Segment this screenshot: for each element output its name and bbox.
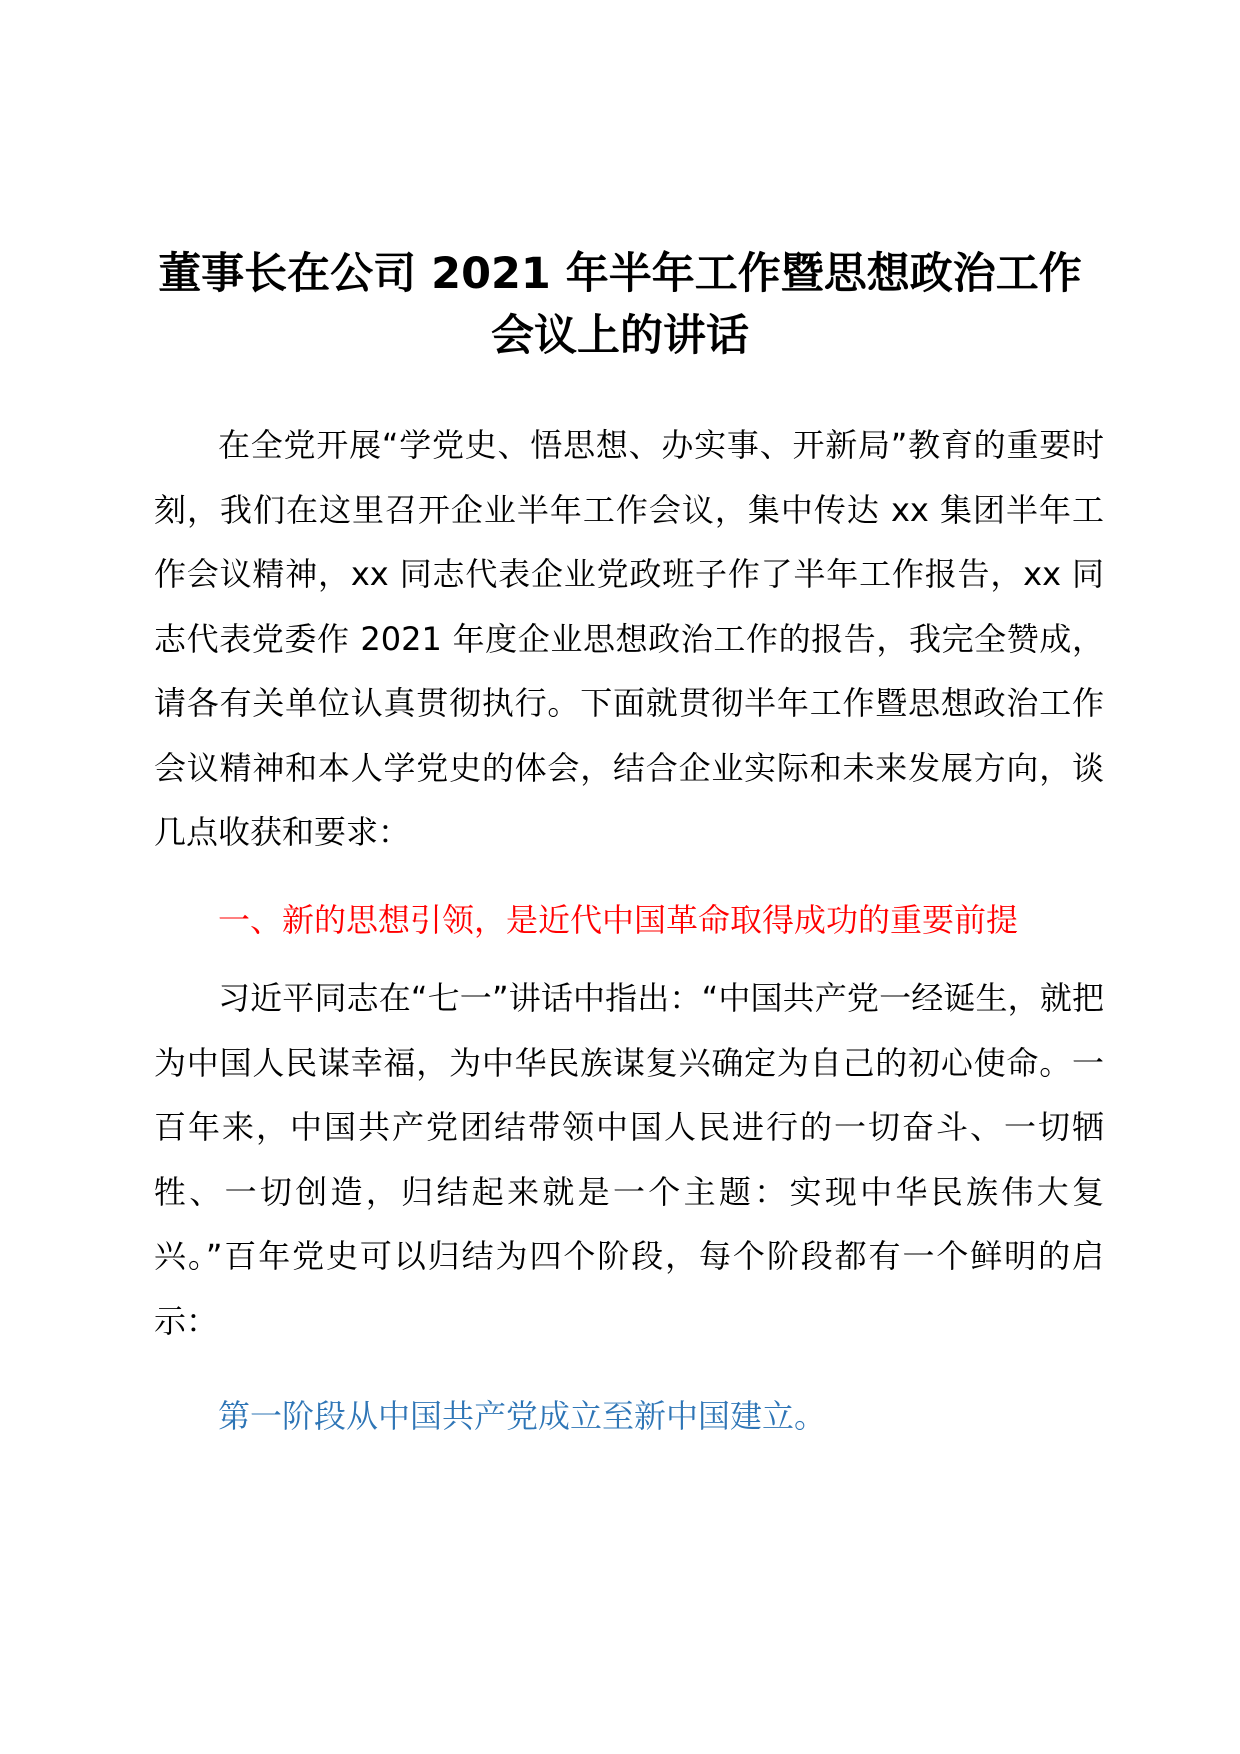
stage-subheading: 第一阶段从中国共产党成立至新中国建立。 (218, 1397, 827, 1435)
document-title: 董事长在公司 2021 年半年工作暨思想政治工作会议上的讲话 (158, 249, 1082, 361)
section-heading: 一、新的思想引领，是近代中国革命取得成功的重要前提 (218, 901, 1019, 939)
body-paragraph: 习近平同志在“七一”讲话中指出：“中国共产党一经诞生，就把为中国人民谋幸福，为中华民族谋复兴确定为自己的初心使命。一百年来，中国共产党团结带领中国人民进行的一切奋斗、一切牺牲、一切创造，归结起来就是一个主题：实现中华民族伟大复兴。”百年党史可以归结为四个阶段，每个阶段都有一个鲜明的启示： (154, 979, 1104, 1340)
intro-paragraph: 在全党开展“学党史、悟思想、办实事、开新局”教育的重要时刻，我们在这里召开企业半年工作会议，集中传达 xx 集团半年工作会议精神，xx 同志代表企业党政班子作了半年工作报告，xx 同志代表党委作 2021 年度企业思想政治工作的报告，我完全赞成，请各有关单位认真贯彻执行。下面就贯彻半年工作暨思想政治工作会议精神和本人学党史的体会，结合企业实际和未来发展方向，谈几点收获和要求： (154, 426, 1104, 851)
